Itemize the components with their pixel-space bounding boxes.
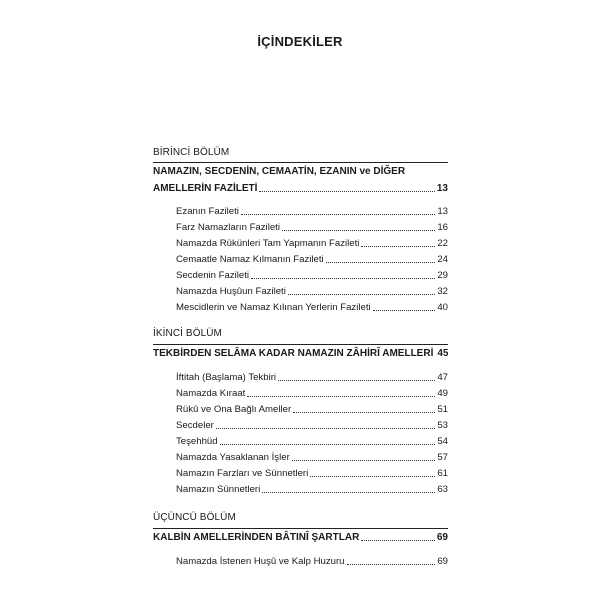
leader-dots <box>251 278 435 279</box>
toc-entry[interactable] <box>176 269 448 282</box>
part-divider <box>153 344 448 345</box>
toc-entry[interactable] <box>176 419 448 432</box>
toc-entry[interactable] <box>176 205 448 218</box>
page-number: 40 <box>437 302 448 313</box>
toc-entry[interactable] <box>176 237 448 250</box>
leader-dots <box>347 564 436 565</box>
page-number: 47 <box>437 372 448 383</box>
toc-entry-label: Secdeler <box>176 420 214 431</box>
leader-dots <box>373 310 436 311</box>
leader-dots <box>278 380 435 381</box>
toc-entry-label: Namazda Kıraat <box>176 388 246 399</box>
part-label: BİRİNCİ BÖLÜM <box>153 147 230 158</box>
toc-entry[interactable] <box>176 371 448 384</box>
leader-dots <box>288 294 435 295</box>
chapter-heading-row[interactable] <box>153 347 448 360</box>
leader-dots <box>282 230 435 231</box>
leader-dots <box>361 246 435 247</box>
toc-entry-label: Namazın Farzları ve Sünnetleri <box>176 468 309 479</box>
toc-entry-label: Namazda Rükünleri Tam Yapmanın Fazileti <box>176 238 360 249</box>
chapter-heading-row[interactable] <box>153 182 448 195</box>
page-number: 29 <box>437 270 448 281</box>
toc-entry[interactable] <box>176 555 448 568</box>
leader-dots <box>262 492 435 493</box>
page-number: 51 <box>437 404 448 415</box>
toc-entry[interactable] <box>176 253 448 266</box>
toc-entry-label: Teşehhüd <box>176 436 218 447</box>
page-number: 61 <box>437 468 448 479</box>
toc-entry-label: İftitah (Başlama) Tekbiri <box>176 372 277 383</box>
chapter-heading-label: KALBİN AMELLERİNDEN BÂTINÎ ŞARTLAR <box>153 532 360 543</box>
part-label: İKİNCİ BÖLÜM <box>153 328 222 339</box>
part-divider <box>153 528 448 529</box>
page-number: 24 <box>437 254 448 265</box>
leader-dots <box>259 191 434 192</box>
toc-entry-label: Mescidlerin ve Namaz Kılınan Yerlerin Fazileti <box>176 302 371 313</box>
page-number: 63 <box>437 484 448 495</box>
leader-dots <box>292 460 436 461</box>
page-number: 32 <box>437 286 448 297</box>
part-label: ÜÇÜNCÜ BÖLÜM <box>153 512 236 523</box>
chapter-heading-line1: NAMAZIN, SECDENİN, CEMAATİN, EZANIN ve DİĞER <box>153 166 406 177</box>
page-number: 13 <box>436 183 448 194</box>
page-number: 53 <box>437 420 448 431</box>
toc-entry[interactable] <box>176 483 448 496</box>
toc-entry-label: Farz Namazların Fazileti <box>176 222 280 233</box>
leader-dots <box>310 476 435 477</box>
toc-entry-label: Namazda Yasaklanan İşler <box>176 452 290 463</box>
chapter-heading-label: AMELLERİN FAZİLETİ <box>153 183 258 194</box>
toc-entry-label: Secdenin Fazileti <box>176 270 250 281</box>
page-number: 49 <box>437 388 448 399</box>
toc-entry-label: Namazın Sünnetleri <box>176 484 261 495</box>
chapter-heading-row[interactable] <box>153 531 448 544</box>
page-number: 57 <box>437 452 448 463</box>
leader-dots <box>216 428 435 429</box>
page-number: 69 <box>436 532 448 543</box>
page-title: İÇİNDEKİLER <box>257 34 343 49</box>
toc-entry[interactable] <box>176 285 448 298</box>
leader-dots <box>326 262 436 263</box>
toc-entry-label: Rükû ve Ona Bağlı Ameller <box>176 404 292 415</box>
page-number: 16 <box>437 222 448 233</box>
leader-dots <box>241 214 435 215</box>
page-number: 13 <box>437 206 448 217</box>
page-number: 69 <box>437 556 448 567</box>
toc-entry[interactable] <box>176 451 448 464</box>
toc-entry[interactable] <box>176 435 448 448</box>
leader-dots <box>293 412 435 413</box>
toc-entry-label: Namazda İstenen Huşû ve Kalp Huzuru <box>176 556 345 567</box>
chapter-heading-label: TEKBİRDEN SELÂMA KADAR NAMAZIN ZÂHİRÎ AMELLERİ <box>153 348 434 359</box>
leader-dots <box>247 396 435 397</box>
page-number: 45 <box>437 348 449 359</box>
toc-entry-label: Ezanın Fazileti <box>176 206 239 217</box>
toc-entry[interactable] <box>176 403 448 416</box>
leader-dots <box>220 444 436 445</box>
part-divider <box>153 162 448 163</box>
toc-entry[interactable] <box>176 387 448 400</box>
toc-entry-label: Namazda Huşûun Fazileti <box>176 286 286 297</box>
toc-entry[interactable] <box>176 467 448 480</box>
toc-entry-label: Cemaatle Namaz Kılmanın Fazileti <box>176 254 324 265</box>
leader-dots <box>361 540 435 541</box>
page-number: 54 <box>437 436 448 447</box>
toc-entry[interactable] <box>176 301 448 314</box>
page-number: 22 <box>437 238 448 249</box>
toc-entry[interactable] <box>176 221 448 234</box>
